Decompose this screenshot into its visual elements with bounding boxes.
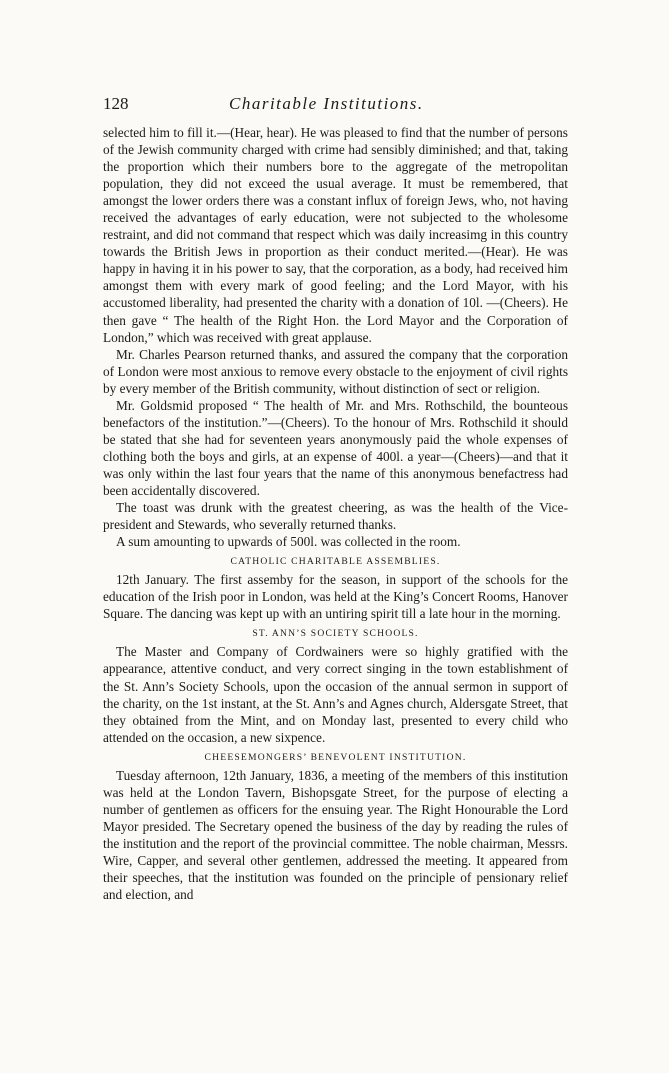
- section-heading-cheesemongers: CHEESEMONGERS’ BENEVOLENT INSTITUTION.: [204, 751, 467, 763]
- section-heading-catholic: CATHOLIC CHARITABLE ASSEMBLIES.: [230, 556, 441, 568]
- paragraph-collection: A sum amounting to upwards of 500l. was collected in the room.: [116, 534, 461, 550]
- paragraph-toast: The toast was drunk with the greatest cheering, as was the health of the Vice-president and Stewards, who severally returned thanks.: [103, 500, 568, 533]
- paragraph-pearson: Mr. Charles Pearson returned thanks, and assured the company that the corporation of London were most anxious to remove every obstacle to the enjoyment of civil rights by every member of the British community, without distinction of sect or religion.: [103, 346, 568, 396]
- paragraph-st-anns: The Master and Company of Cordwainers were so highly gratified with the appearance, attentive conduct, and very correct singing in the town establishment of the St. Ann’s Society Schools, upon the occasion of the annual sermon in support of the charity, on the 1st instant, at the St. Ann’s and Agnes church, Aldersgate Street, that they obtained from the Mint, and on Monday last, presented to every child who attended on the occasion, a new sixpence.: [103, 644, 568, 745]
- paragraph-jewish-community: selected him to fill it.—(Hear, hear). He was pleased to find that the number of persons of the Jewish community charged with crime had sensibly diminished; and that, taking the proportion which their numbers bore to the aggregate of the metropolitan population, they did not exceed the usual average. It must be remembered, that amongst the lower orders there was a constant influx of foreign Jews, who, not having received the advantages of early education, were not subjected to the wholesome restraint, and did not command that respect which was daily increasimg in this country towards the British Jews in proportion as their conduct merited.—(Hear). He was happy in having it in his power to say, that the corporation, as a body, had received him amongst them with every mark of good feeling; and the Lord Mayor, with his accustomed liberality, had presented the charity with a donation of 10l. —(Cheers). He then gave “ The health of the Right Hon. the Lord Mayor and the Corporation of London,” which was received with great applause.: [103, 125, 568, 345]
- page-header: [103, 94, 568, 124]
- paragraph-catholic: 12th January. The first assemby for the season, in support of the schools for the education of the Irish poor in London, was held at the King’s Concert Rooms, Hanover Square. The dancing was kept up with an untiring spirit till a late hour in the morning.: [103, 572, 568, 622]
- paragraph-goldsmid: Mr. Goldsmid proposed “ The health of Mr. and Mrs. Rothschild, the bounteous benefactors of the institution.”—(Cheers). To the honour of Mrs. Rothschild it should be stated that she had for seventeen years anonymously paid the whole expenses of clothing both the boys and girls, at an expense of 400l. a year—(Cheers)—and that it was only within the last four years that the name of this anonymous benefactress had been accidentally discovered.: [103, 397, 568, 498]
- section-heading-st-anns: ST. ANN’S SOCIETY SCHOOLS.: [252, 628, 419, 640]
- running-title: Charitable Institutions.: [229, 94, 424, 113]
- article-body: [103, 124, 568, 903]
- paragraph-cheesemongers: Tuesday afternoon, 12th January, 1836, a meeting of the members of this institution was held at the London Tavern, Bishopsgate Street, for the purpose of electing a number of gentlemen as officers for the ensuing year. The Right Honourable the Lord Mayor presided. The Secretary opened the business of the day by reading the rules of the institution and the report of the provincial committee. The noble chairman, Messrs. Wire, Capper, and several other gentlemen, addressed the meeting. It appeared from their speeches, that the institution was founded on the principle of pensionary relief and election, and: [103, 767, 568, 903]
- page-number: 128: [103, 94, 129, 113]
- book-page: [103, 94, 568, 903]
